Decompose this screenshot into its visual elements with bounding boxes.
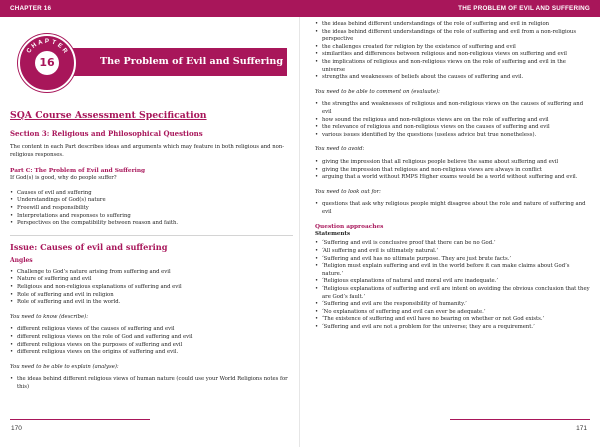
list-item: • giving the impression that all religious people believe the same about suffering and evil — [315, 159, 590, 167]
intro-paragraph: The content in each Part describes ideas and arguments which may feature in both religious and non-religious responses. — [10, 144, 285, 158]
describe-label: You need to know (describe): — [10, 313, 88, 320]
angles-list — [10, 269, 293, 307]
explain-label: You need to be able to explain (analyse): — [10, 363, 119, 370]
list-item: • Interpretations and responses to suffering — [10, 213, 293, 221]
left-running-head: CHAPTER 16 — [0, 0, 300, 17]
describe-list — [10, 326, 293, 356]
chapter-letter: A — [37, 38, 44, 47]
explain-list — [10, 376, 293, 391]
avoid-list — [315, 159, 590, 182]
list-item: • ‘Suffering and evil is conclusive proof that there can be no God.’ — [315, 240, 590, 248]
angles-heading: Angles — [10, 256, 33, 264]
chapter-letter: E — [56, 41, 64, 50]
evaluate-label: You need to be able to comment on (evaluate): — [315, 88, 440, 95]
list-item: • questions that ask why religious people might disagree about the role and nature of suffering and evil — [315, 201, 590, 216]
section-divider — [10, 235, 293, 236]
list-item: • the challenges created for religion by the existence of suffering and evil — [315, 44, 590, 52]
left-content — [10, 110, 293, 398]
list-item: • Role of suffering and evil in the world. — [10, 299, 293, 307]
chapter-number: 16 — [35, 51, 59, 75]
list-item: • the strengths and weaknesses of religious and non-religious views on the causes of suffering and evil — [315, 101, 590, 116]
left-page-number: 170 — [11, 425, 22, 432]
list-item: • ‘Suffering and evil are the responsibility of humanity.’ — [315, 301, 590, 309]
list-item: • the ideas behind different religious views of human nature (could use your World Religions notes for this) — [10, 376, 293, 391]
list-item: • the ideas behind different understandings of the role of suffering and evil in religion — [315, 21, 590, 29]
right-footer-rule — [450, 419, 590, 420]
list-item: • Religious and non-religious explanations of suffering and evil — [10, 284, 293, 292]
list-item: • ‘No explanations of suffering and evil can ever be adequate.’ — [315, 309, 590, 317]
explain-list-continued — [315, 21, 590, 82]
list-item: • ‘The existence of suffering and evil have no bearing on whether or not God exists.’ — [315, 316, 590, 324]
statements-list — [315, 240, 590, 331]
list-item: • giving the impression that religious and non-religious views are always in conflict — [315, 167, 590, 175]
list-item: • how sound the religious and non-religious views are on the role of suffering and evil — [315, 117, 590, 125]
list-item: • the ideas behind different understandings of the role of suffering and evil from a non-religious perspective — [315, 29, 590, 44]
spec-heading: SQA Course Assessment Specification — [10, 110, 207, 121]
right-page-number: 171 — [576, 425, 587, 432]
issue-heading: Issue: Causes of evil and suffering — [10, 241, 168, 252]
part-list — [10, 190, 293, 228]
list-item: • ‘Religion must explain suffering and evil in the world before it can make claims about God’s nature.’ — [315, 263, 590, 278]
chapter-letter: P — [44, 38, 50, 45]
part-question: If God(s) is good, why do people suffer? — [10, 175, 117, 182]
list-item: • Role of suffering and evil in religion — [10, 292, 293, 300]
list-item: • Nature of suffering and evil — [10, 276, 293, 284]
list-item: • the implications of religious and non-religious views on the role of suffering and evil in the universe — [315, 59, 590, 74]
list-item: • different religious views on the origins of suffering and evil. — [10, 349, 293, 357]
list-item: • the relevance of religious and non-religious views on the causes of suffering and evil — [315, 124, 590, 132]
lookout-label: You need to look out for: — [315, 188, 381, 195]
list-item: • strengths and weaknesses of beliefs about the causes of suffering and evil. — [315, 74, 590, 82]
list-item: • different religious views on the purposes of suffering and evil — [10, 342, 293, 350]
right-running-head: THE PROBLEM OF EVIL AND SUFFERING — [300, 0, 600, 17]
chapter-letter: R — [60, 46, 69, 55]
list-item: • Perspectives on the compatibility between reason and faith. — [10, 220, 293, 228]
list-item: • Freewill and responsibility — [10, 205, 293, 213]
avoid-label: You need to avoid: — [315, 146, 365, 153]
chapter-title: The Problem of Evil and Suffering — [100, 56, 284, 67]
approaches-heading: Question approaches — [315, 224, 384, 231]
list-item: • Understandings of God(s) nature — [10, 197, 293, 205]
chapter-letter: T — [50, 38, 57, 47]
list-item: • ‘Suffering and evil are not a problem for the universe; they are a requirement.’ — [315, 324, 590, 332]
right-content — [315, 21, 590, 339]
chapter-letter: H — [30, 41, 39, 50]
part-heading: Part C: The Problem of Evil and Suffering — [10, 168, 146, 175]
list-item: • Causes of evil and suffering — [10, 190, 293, 198]
list-item: • different religious views on the role of God and suffering and evil — [10, 334, 293, 342]
list-item: • ‘Suffering and evil has no ultimate purpose. They are just brute facts.’ — [315, 256, 590, 264]
evaluate-list — [315, 101, 590, 139]
list-item: • similarities and differences between religious and non-religious views on suffering and evil — [315, 51, 590, 59]
lookout-list — [315, 201, 590, 216]
list-item: • ‘All suffering and evil is ultimately natural.’ — [315, 248, 590, 256]
chapter-letter: C — [25, 46, 34, 55]
section-heading: Section 3: Religious and Philosophical Questions — [10, 129, 203, 138]
list-item: • ‘Religious explanations of suffering and evil are intent on avoiding the obvious conclusion that they are God’s fault.’ — [315, 286, 590, 301]
left-footer-rule — [10, 419, 150, 420]
right-page — [300, 0, 600, 447]
list-item: • Challenge to God’s nature arising from suffering and evil — [10, 269, 293, 277]
list-item: • various issues identified by the questions (useless advice but true nonetheless). — [315, 132, 590, 140]
list-item: • different religious views of the causes of suffering and evil — [10, 326, 293, 334]
statements-heading: Statements — [315, 231, 351, 238]
list-item: • arguing that a world without RMPS Higher exams would be a world without suffering and evil. — [315, 174, 590, 182]
list-item: • ‘Religious explanations of natural and moral evil are inadequate.’ — [315, 278, 590, 286]
